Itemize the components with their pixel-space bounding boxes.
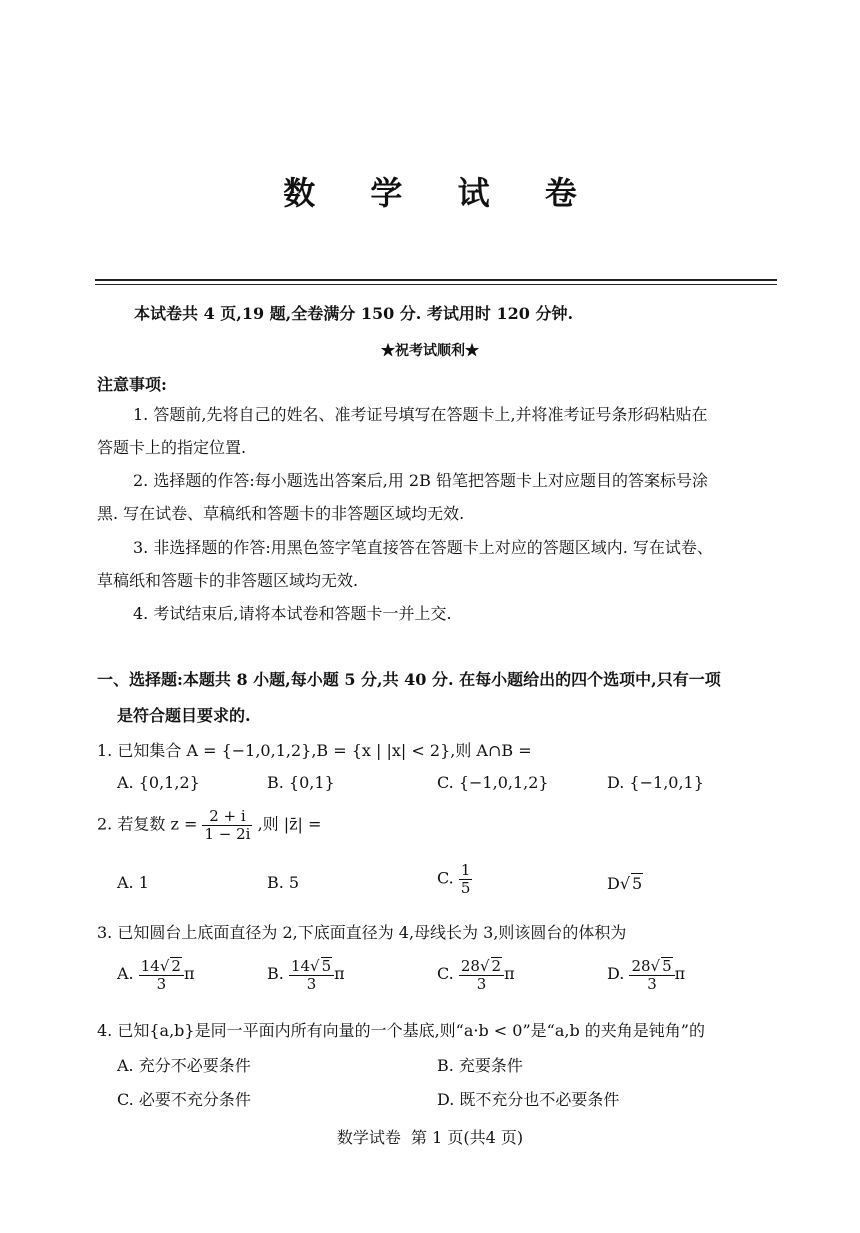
notice-2-line1: 2. 选择题的作答:每小题选出答案后,用 2B 铅笔把答题卡上对应题目的答案标号涂 [133, 471, 708, 490]
header-rule-thick [95, 279, 777, 281]
q4-option-d: D. 既不充分也不必要条件 [437, 1090, 620, 1109]
notice-1-line1: 1. 答题前,先将自己的姓名、准考证号填写在答题卡上,并将准考证号条形码粘贴在 [133, 405, 708, 424]
q3-stem: 3. 已知圆台上底面直径为 2,下底面直径为 4,母线长为 3,则该圆台的体积为 [97, 923, 627, 942]
q2-stem [97, 808, 321, 842]
q2-suffix: ,则 |z̄| = [257, 814, 322, 834]
q2-option-c-den: 5 [460, 878, 471, 897]
q2-option-c [437, 862, 472, 896]
q3-option-b [267, 957, 345, 992]
q3-option-d-radicand: 5 [662, 957, 672, 975]
q2-option-d-label: D [607, 874, 620, 893]
q3-option-c-den: 3 [476, 974, 487, 993]
q3-option-d-fraction: $\frac{28√ 5}{3}$ [629, 957, 674, 992]
q3-option-a-coef: 14 [140, 957, 160, 975]
notice-3-line2: 草稿纸和答题卡的非答题区域均无效. [97, 571, 359, 590]
q1-stem: 1. 已知集合 A = {−1,0,1,2},B = {x | |x| < 2},则 A∩B = [97, 741, 532, 760]
q3-option-d-pi: π [674, 964, 686, 983]
exam-wish: ★祝考试顺利★ [381, 343, 479, 359]
q3-option-c-label: C. [437, 964, 454, 983]
page-title: 数 学 试 卷 [283, 174, 599, 212]
section-1-heading-cont: 是符合题目要求的. [117, 706, 251, 725]
page-footer: 数学试卷 第 1 页(共4 页) [336, 1128, 524, 1147]
q3-option-c-pi: π [504, 964, 515, 983]
q2-option-a: A. 1 [117, 873, 149, 892]
q3-option-b-label: B. [267, 964, 284, 983]
q2-prefix: 2. 若复数 z = [97, 814, 198, 834]
q3-option-a-den: 3 [156, 974, 167, 993]
q3-option-d-den: 3 [647, 974, 657, 993]
q3-option-c-radicand: 2 [491, 957, 502, 975]
q2-option-c-label: C. [437, 868, 454, 888]
q1-option-d: D. {−1,0,1} [607, 773, 704, 792]
header-rule-thin [95, 284, 777, 285]
q4-option-b: B. 充要条件 [437, 1056, 523, 1075]
notice-2-line2: 黑. 写在试卷、草稿纸和答题卡的非答题区域均无效. [97, 504, 465, 523]
q1-option-a: A. {0,1,2} [117, 773, 200, 792]
q3-option-b-radicand: 5 [321, 957, 332, 975]
q3-option-d [607, 957, 685, 992]
exam-intro: 本试卷共 4 页,19 题,全卷满分 150 分. 考试用时 120 分钟. [134, 304, 574, 323]
notice-3-line1: 3. 非选择题的作答:用黑色签字笔直接答在答题卡上对应的答题区域内. 写在试卷、 [133, 538, 713, 557]
q3-option-c [437, 957, 515, 992]
q2-option-c-fraction [459, 862, 473, 896]
q1-option-b: B. {0,1} [267, 773, 335, 792]
q2-option-b: B. 5 [267, 873, 300, 892]
q3-option-c-fraction: $\frac{28√ 2}{3}$ [459, 957, 504, 992]
q4-option-a: A. 充分不必要条件 [117, 1056, 251, 1075]
q3-option-b-den: 3 [306, 974, 317, 993]
q2-option-d: D√ 5 [607, 874, 643, 893]
q3-option-d-label: D. [607, 964, 625, 983]
notice-1-line2: 答题卡上的指定位置. [97, 438, 247, 457]
notice-4-line1: 4. 考试结束后,请将本试卷和答题卡一并上交. [133, 604, 452, 623]
q3-option-b-pi: π [334, 964, 345, 983]
q3-option-a [117, 957, 194, 992]
q3-option-b-fraction: $\frac{14√ 5}{3}$ [289, 957, 334, 992]
q3-option-c-coef: 28 [460, 957, 480, 975]
q4-option-c: C. 必要不充分条件 [117, 1090, 251, 1109]
q3-option-a-fraction: $\frac{14√ 2}{3}$ [139, 957, 184, 992]
q2-denominator: 1 − 2i [204, 824, 251, 843]
q1-option-c: C. {−1,0,1,2} [437, 773, 549, 792]
q2-option-d-radicand: 5 [632, 874, 643, 893]
notice-heading: 注意事项: [97, 375, 167, 394]
q3-option-a-label: A. [117, 964, 134, 983]
q4-stem: 4. 已知{a,b}是同一平面内所有向量的一个基底,则“a·b < 0”是“a,b 的夹角是钝角”的 [97, 1021, 705, 1040]
q3-option-b-coef: 14 [290, 957, 311, 975]
q3-option-d-coef: 28 [631, 957, 651, 975]
q2-fraction [202, 808, 252, 842]
q2-numerator: 2 + i [202, 808, 252, 826]
q3-option-a-pi: π [183, 964, 195, 983]
section-1-heading: 一、选择题:本题共 8 小题,每小题 5 分,共 40 分. 在每小题给出的四个选项中,只有一项 [97, 670, 721, 689]
q3-option-a-radicand: 2 [171, 957, 181, 975]
q2-option-c-num: 1 [460, 861, 471, 879]
